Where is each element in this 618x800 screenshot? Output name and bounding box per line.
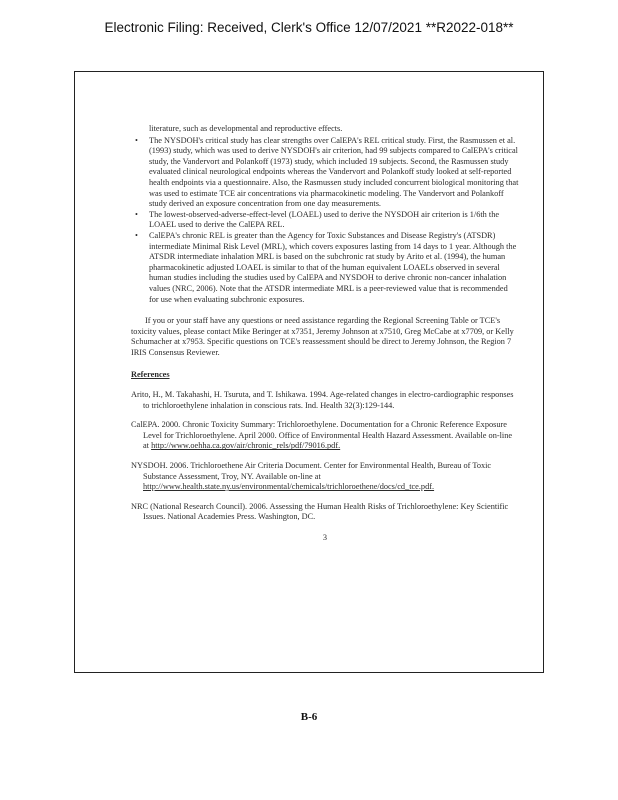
- bullet-item: [131, 231, 519, 305]
- reference-text: Arito, H., M. Takahashi, H. Tsuruta, and T. Ishikawa. 1994. Age-related changes in electro-cardiographic responses to trichloroethylene inhalation in conscious rats. Ind. Health 32(3):129-144.: [131, 390, 514, 410]
- bullet-icon: •: [135, 209, 138, 219]
- filing-stamp: Electronic Filing: Received, Clerk's Office 12/07/2021 **R2022-018**: [104, 20, 514, 35]
- reference-text: NYSDOH. 2006. Trichloroethene Air Criteria Document. Center for Environmental Health, Bureau of Toxic Substance Assessment, Troy, NY. Available on-line at: [131, 461, 492, 481]
- contact-paragraph: If you or your staff have any questions or need assistance regarding the Regional Screening Table or TCE's toxicity values, please contact Mike Beringer at x7351, Jeremy Johnson at x7510, Greg McCabe at x7709, or Kelly Schumacher at x7953. Specific questions on TCE's reassessment should be direct to Jeremy Johnson, the Region 7 IRIS Consensus Reviewer.: [131, 316, 514, 357]
- bullet-text: CalEPA's chronic REL is greater than the Agency for Toxic Substances and Disease Registry's (ATSDR) intermediate Minimal Risk Level (MRL), which covers exposures lasting from 14 days to 1 year. Although the ATSDR intermediate inhalation MRL is based on the subchronic rat study by Arito et al. (1994), the human pharmacokinetic adjusted LOAEL is similar to that of the human equivalent LOAELs observed in several human studies including the studies used by CalEPA and NYSDOH to derive chronic non-cancer inhalation values (NRC, 2006). Note that the ATSDR intermediate MRL is a peer-reviewed value that is recommended for use when evaluating subchronic exposures.: [149, 230, 517, 304]
- bullet-icon: •: [135, 230, 138, 240]
- bullet-text: The lowest-observed-adverse-effect-level (LOAEL) used to derive the NYSDOH air criterion is 1/6th the LOAEL used to derive the CalEPA REL.: [149, 209, 500, 230]
- scan-page-number: 3: [322, 533, 328, 542]
- bullet-item: [131, 136, 519, 210]
- references-heading: References: [131, 370, 170, 380]
- reference-text: NRC (National Research Council). 2006. Assessing the Human Health Risks of Trichloroethylene: Key Scientific Issues. National Academies Press. Washington, DC.: [131, 501, 509, 522]
- reference-link[interactable]: http://www.oehha.ca.gov/air/chronic_rels/pdf/79016.pdf.: [151, 441, 341, 451]
- reference-link[interactable]: http://www.health.state.ny.us/environmental/chemicals/trichloroethene/docs/cd_tce.pdf.: [143, 482, 435, 492]
- bullet-icon: •: [135, 135, 138, 145]
- reference-text: CalEPA. 2000. Chronic Toxicity Summary: Trichloroethylene. Documentation for a Chronic Reference Exposure Level for Trichloroethylene. April 2000. Office of Environmental Health Hazard Assessment. Available on-line at: [131, 420, 513, 451]
- reference-entry: [131, 461, 519, 493]
- bullet-item: [131, 210, 519, 231]
- bullet-text: The NYSDOH's critical study has clear strengths over CalEPA's REL critical study. First, the Rasmussen et al. (1993) study, which was used to derive NYSDOH's air criterion, had 99 subjects compared to CalEPA's critical study, the Vandervort and Polankoff (1973) study, which included 19 subjects. Second, the Rasmussen study evaluated clinical neurological endpoints whereas the Vandervort and Polankoff study looked at self-reported health endpoints via a questionnaire. Also, the Rasmussen study included concurrent biological monitoring that was used to estimate TCE air concentrations via pharmacokinetic modeling. The Vandervort and Polankoff study derived an exposure concentration from one day measurements.: [149, 135, 519, 209]
- bullet-list: [131, 136, 519, 306]
- reference-entry: [131, 420, 519, 452]
- page-footer-label: B-6: [300, 711, 318, 723]
- continuation-text: literature, such as developmental and reproductive effects.: [149, 124, 343, 133]
- reference-entry: [131, 390, 519, 411]
- scanned-text-body: [131, 124, 519, 544]
- reference-entry: [131, 502, 519, 523]
- scanned-page: [74, 71, 544, 673]
